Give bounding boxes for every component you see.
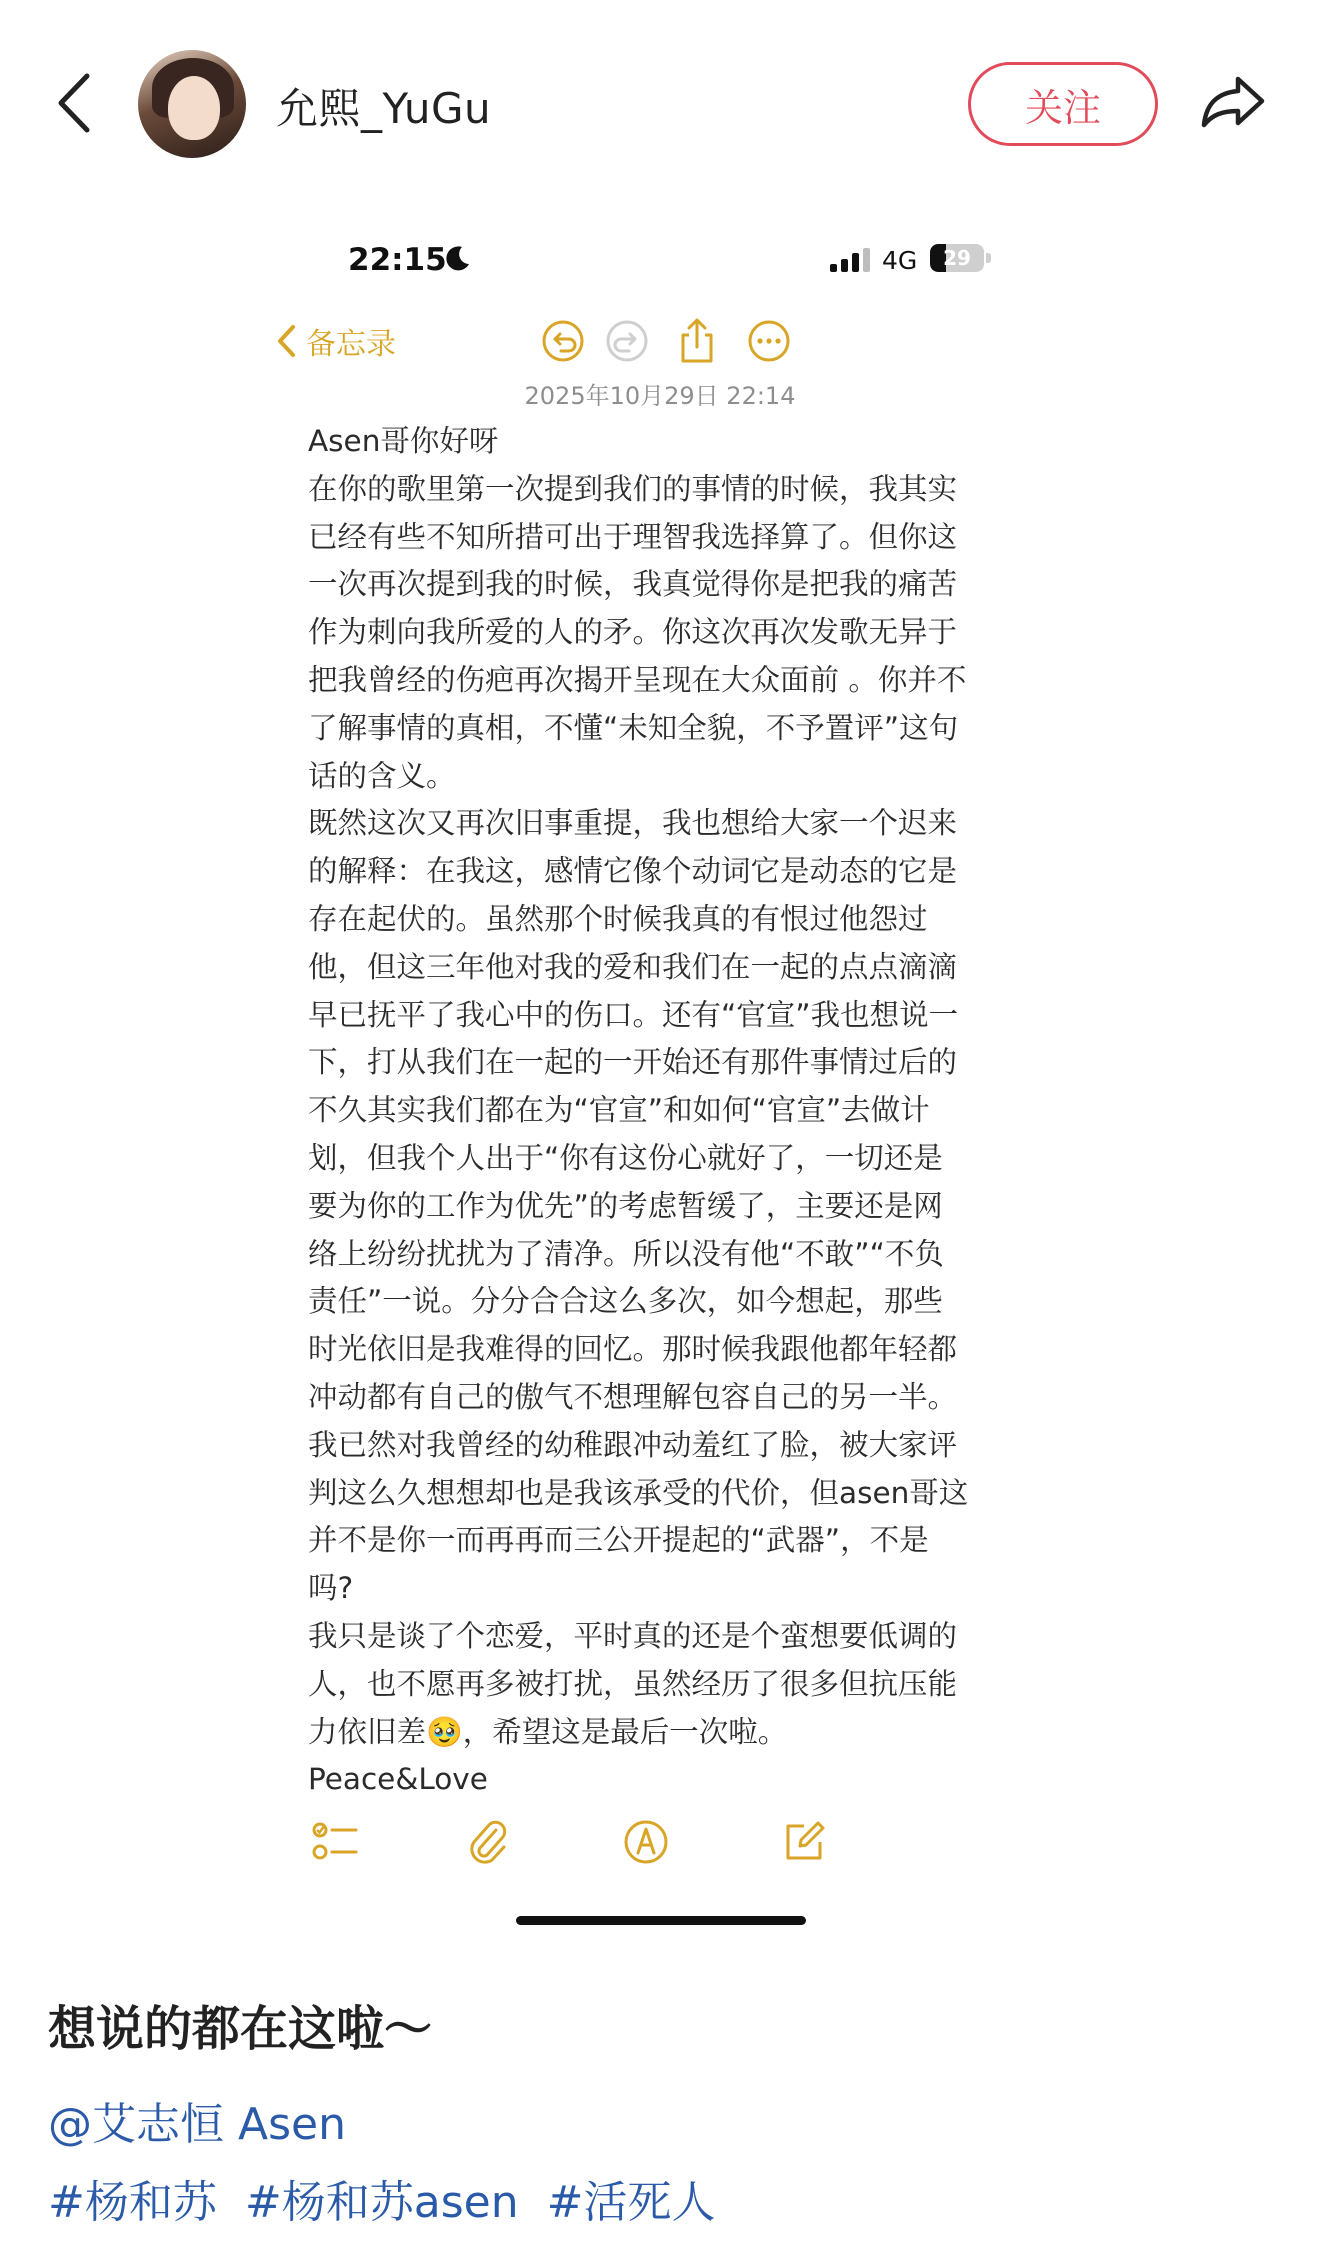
battery-level: 29 bbox=[943, 246, 971, 270]
compose-button[interactable] bbox=[776, 1814, 832, 1870]
more-icon bbox=[747, 319, 791, 363]
note-line: 他，但这三年他对我的爱和我们在一起的点点滴滴 bbox=[308, 949, 958, 984]
share-button[interactable] bbox=[1196, 64, 1270, 138]
note-line: 络上纷纷扰扰为了清净。所以没有他“不敢”“不负 bbox=[308, 1236, 944, 1271]
note-line: 人，也不愿再多被打扰，虽然经历了很多但抗压能 bbox=[308, 1666, 958, 1701]
share-icon bbox=[677, 317, 717, 365]
share-arrow-icon bbox=[1200, 73, 1266, 129]
undo-icon bbox=[541, 319, 585, 363]
note-line: 把我曾经的伤疤再次揭开呈现在大众面前 。你并不 bbox=[308, 662, 967, 697]
attachment-button[interactable] bbox=[460, 1814, 516, 1870]
note-line: 划，但我个人出于“你有这份心就好了，一切还是 bbox=[308, 1140, 943, 1175]
note-line: 的解释：在我这，感情它像个动词它是动态的它是 bbox=[308, 854, 958, 889]
notes-share-button[interactable] bbox=[670, 314, 724, 368]
follow-button[interactable]: 关注 bbox=[968, 62, 1158, 146]
note-line: 要为你的工作为优先”的考虑暂缓了，主要还是网 bbox=[308, 1188, 943, 1223]
post-header bbox=[0, 0, 1320, 200]
note-line: 存在起伏的。虽然那个时候我真的有恨过他怨过 bbox=[308, 901, 928, 936]
hashtag-link[interactable]: #活死人 bbox=[546, 2177, 716, 2228]
back-button[interactable] bbox=[48, 66, 98, 140]
avatar-face bbox=[168, 76, 220, 140]
note-line: 一次再次提到我的时候，我真觉得你是把我的痛苦 bbox=[308, 567, 958, 602]
checklist-button[interactable] bbox=[308, 1814, 364, 1870]
note-line: 我只是谈了个恋爱，平时真的还是个蛮想要低调的 bbox=[308, 1618, 958, 1653]
battery-icon bbox=[930, 244, 992, 272]
note-line: 下，打从我们在一起的一开始还有那件事情过后的 bbox=[308, 1045, 958, 1080]
post-caption: 想说的都在这啦～ bbox=[48, 2001, 433, 2057]
note-line: 时光依旧是我难得的回忆。那时候我跟他都年轻都 bbox=[308, 1332, 958, 1367]
undo-button[interactable] bbox=[536, 314, 590, 368]
notes-bottom-toolbar bbox=[270, 1810, 1050, 1874]
note-line: 判这么久想想却也是我该承受的代价，但asen哥这 bbox=[308, 1475, 969, 1510]
note-line: Peace&Love bbox=[308, 1762, 488, 1797]
note-line: 作为刺向我所爱的人的矛。你这次再次发歌无异于 bbox=[308, 615, 958, 650]
note-line: 了解事情的真相，不懂“未知全貌，不予置评”这句 bbox=[308, 710, 959, 745]
home-indicator bbox=[516, 1916, 806, 1925]
mention-link[interactable]: @艾志恒 Asen bbox=[48, 2099, 346, 2150]
moon-icon bbox=[442, 244, 472, 274]
attachment-icon bbox=[466, 1818, 510, 1866]
note-line: 力依旧差🥹，希望这是最后一次啦。 bbox=[308, 1714, 788, 1749]
status-bar bbox=[270, 224, 1050, 284]
note-line: 并不是你一而再再而三公开提起的“武器”，不是 bbox=[308, 1523, 929, 1558]
note-line: 既然这次又再次旧事重提，我也想给大家一个迟来 bbox=[308, 806, 958, 841]
username[interactable]: 允熙_YuGu bbox=[276, 84, 492, 133]
redo-icon bbox=[605, 319, 649, 363]
note-line: 在你的歌里第一次提到我们的事情的时候，我其实 bbox=[308, 471, 958, 506]
note-body[interactable] bbox=[308, 418, 1018, 1804]
more-button[interactable] bbox=[742, 314, 796, 368]
note-line: 不久其实我们都在为“官宣”和如何“官宣”去做计 bbox=[308, 1093, 930, 1128]
notes-screenshot bbox=[270, 210, 1050, 1940]
note-line: 话的含义。 bbox=[308, 758, 456, 793]
chevron-left-icon bbox=[55, 72, 91, 134]
markup-icon bbox=[623, 1819, 669, 1865]
signal-icon bbox=[830, 248, 872, 274]
status-time: 22:15 bbox=[348, 242, 447, 278]
note-date: 2025年10月29日 22:14 bbox=[524, 382, 796, 410]
note-line: Asen哥你好呀 bbox=[308, 424, 499, 458]
note-line: 早已抚平了我心中的伤口。还有“官宣”我也想说一 bbox=[308, 997, 959, 1032]
chevron-left-icon bbox=[276, 324, 296, 358]
notes-back-button[interactable] bbox=[276, 316, 396, 366]
note-line: 责任”一说。分分合合这么多次，如今想起，那些 bbox=[308, 1284, 943, 1319]
note-line: 我已然对我曾经的幼稚跟冲动羞红了脸，被大家评 bbox=[308, 1427, 958, 1462]
hashtag-link[interactable]: #杨和苏 bbox=[48, 2177, 217, 2228]
hashtag-list bbox=[48, 2166, 729, 2230]
markup-button[interactable] bbox=[618, 1814, 674, 1870]
redo-button[interactable] bbox=[600, 314, 654, 368]
network-type: 4G bbox=[882, 246, 918, 275]
notes-toolbar bbox=[270, 310, 1050, 374]
compose-icon bbox=[782, 1820, 826, 1864]
avatar[interactable] bbox=[138, 50, 246, 158]
note-line: 冲动都有自己的傲气不想理解包容自己的另一半。 bbox=[308, 1379, 958, 1414]
hashtag-link[interactable]: #杨和苏asen bbox=[244, 2177, 519, 2228]
notes-back-label: 备忘录 bbox=[306, 327, 396, 362]
note-line: 已经有些不知所措可出于理智我选择算了。但你这 bbox=[308, 519, 958, 554]
note-line: 吗? bbox=[308, 1571, 354, 1606]
checklist-icon bbox=[312, 1820, 360, 1864]
